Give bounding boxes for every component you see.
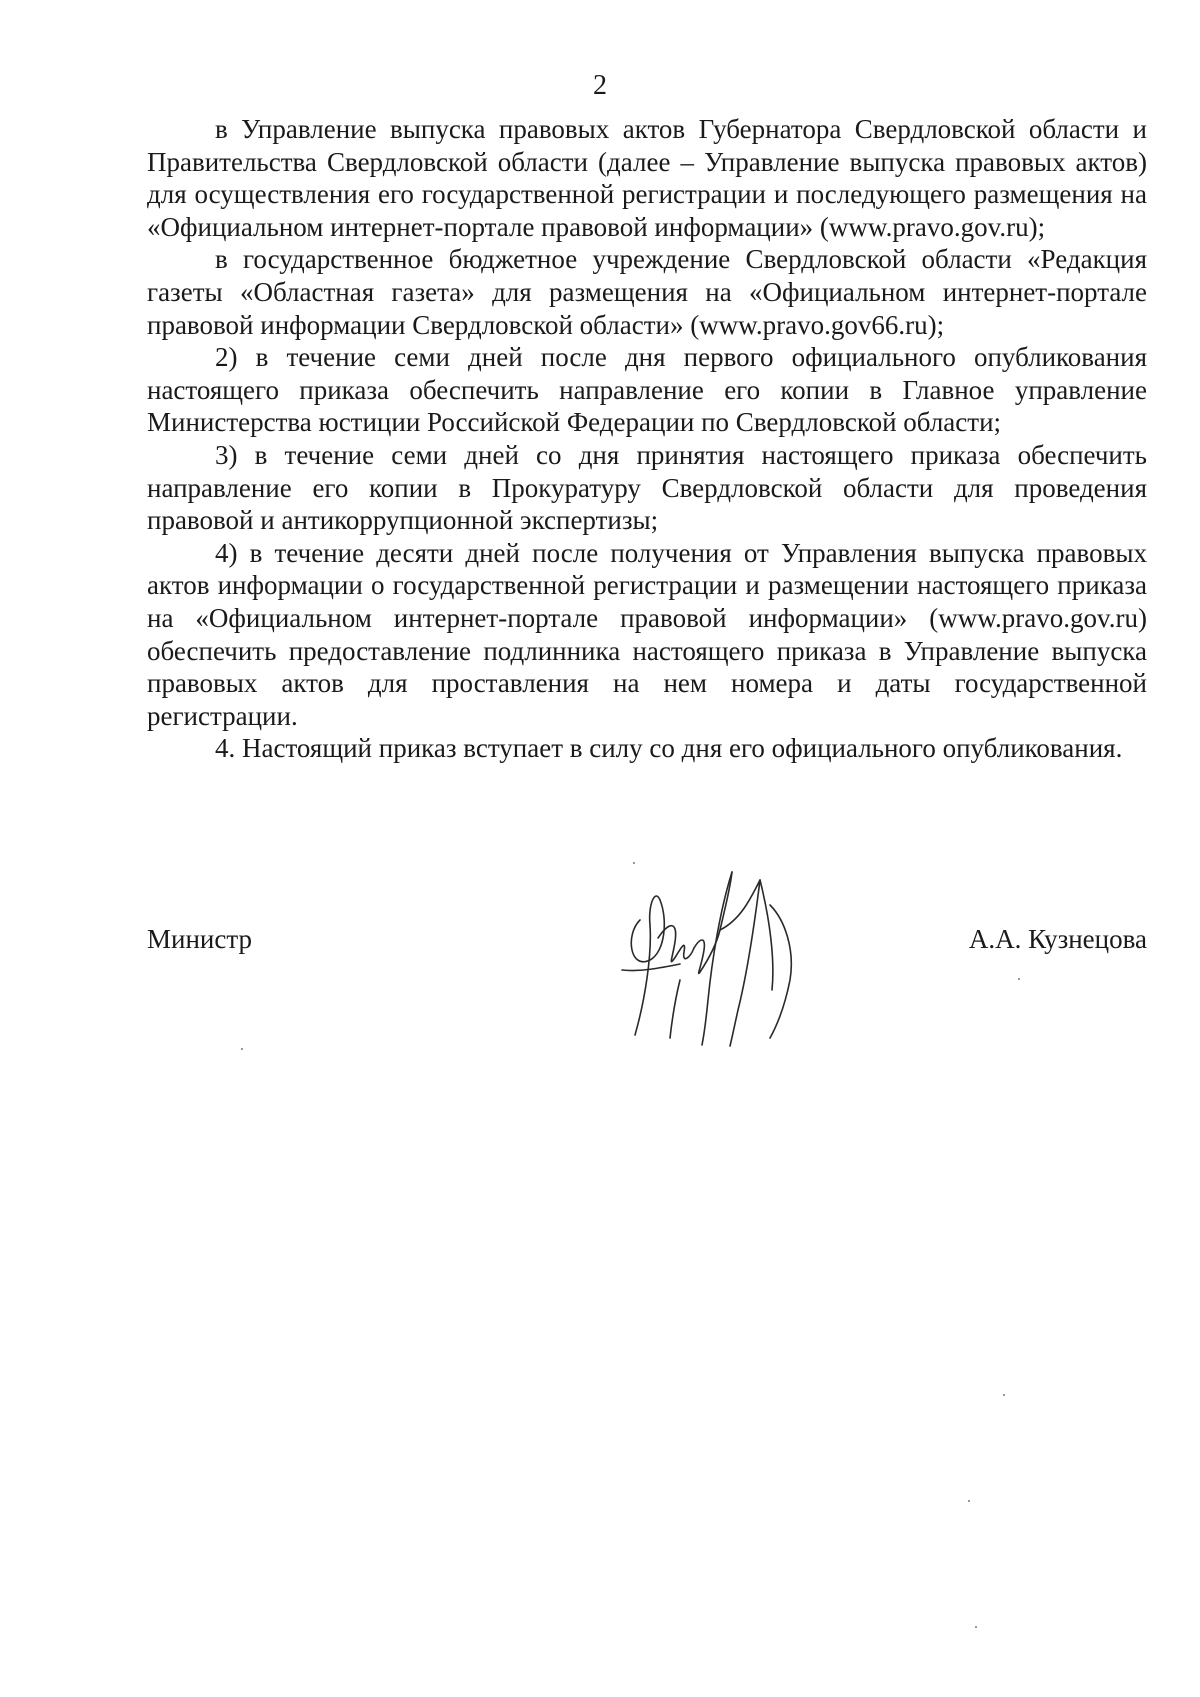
signatory-title: Министр: [147, 924, 252, 954]
signatory-name: А.А. Кузнецова: [968, 924, 1147, 954]
scan-speck: [968, 1500, 970, 1502]
paragraph-regional-gazette: в государственное бюджетное учреждение Свердловской области «Редакция газеты «Областная газета» для размещения на «Официальном интернет-портале правовой информации Свердловской области» (www.pravo.gov66.ru);: [147, 244, 1147, 340]
scan-speck: [975, 1626, 977, 1628]
page-number: 2: [593, 70, 607, 101]
paragraph-item-2: 2) в течение семи дней после дня первого официального опубликования настоящего приказа обеспечить направление его копии в Главное управление Министерства юстиции Российской Федерации по Свердловской области;: [147, 342, 1147, 438]
paragraph-item-4: 4) в течение десяти дней после получения от Управления выпуска правовых актов информации о государственной регистрации и размещении настоящего приказа на «Официальном интернет-портале правовой информации» (www.pravo.gov.ru) обеспечить предоставление подлинника настоящего приказа в Управление выпуска правовых актов для проставления на нем номера и даты государственной регистрации.: [147, 537, 1147, 731]
document-body: [147, 113, 1147, 765]
scan-speck: [241, 1048, 243, 1050]
paragraph-item-3: 3) в течение семи дней со дня принятия настоящего приказа обеспечить направление его копии в Прокуратуру Свердловской области для проведения правовой и антикоррупционной экспертизы;: [147, 439, 1147, 536]
scan-speck: [633, 862, 635, 864]
scan-speck: [1018, 978, 1020, 980]
handwritten-signature: [620, 860, 820, 1050]
paragraph-legal-acts-office: в Управление выпуска правовых актов Губернатора Свердловской области и Правительства Свердловской области (далее – Управление выпуска правовых актов) для осуществления его государственной регистрации и последующего размещения на «Официальном интернет-портале правовой информации» (www.pravo.gov.ru);: [147, 114, 1147, 242]
scan-speck: [1003, 1394, 1005, 1396]
paragraph-entry-into-force: 4. Настоящий приказ вступает в силу со дня его официального опубликования.: [215, 733, 1123, 764]
